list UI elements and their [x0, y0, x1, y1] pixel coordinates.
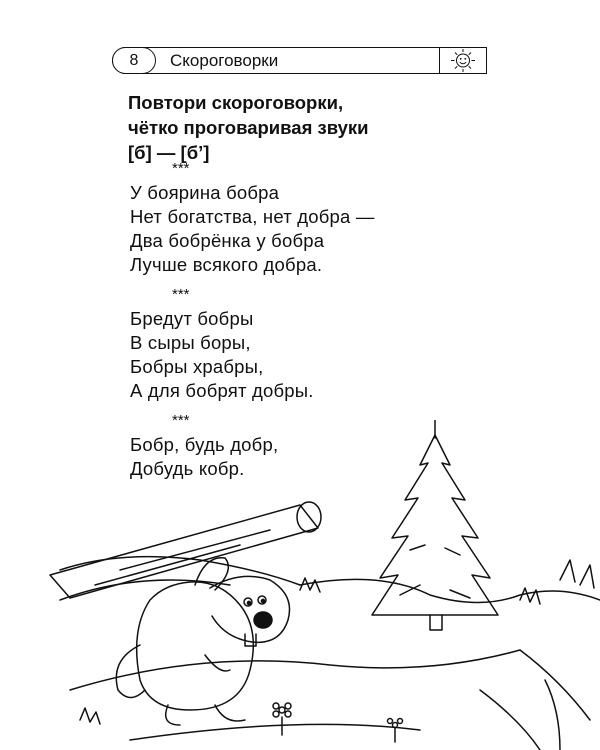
beaver-scene-illustration: [0, 420, 600, 750]
smiling-sun-icon: [439, 47, 487, 74]
poem-separator: ***: [172, 412, 190, 429]
poem-line: Добудь кобр.: [130, 458, 245, 479]
page-number: 8: [112, 47, 156, 74]
spruce-tree-icon: [372, 420, 498, 630]
log-icon: [50, 502, 321, 598]
poem-separator: ***: [172, 160, 190, 177]
poem: [130, 161, 430, 277]
page-header: [112, 47, 487, 74]
page-title: Скороговорки: [170, 51, 279, 70]
poem-line: Бредут бобры: [130, 308, 254, 329]
poem-line: Два бобрёнка у бобра: [130, 230, 325, 251]
grass-icon: [80, 560, 594, 724]
poem-line: Бобры храбры,: [130, 356, 264, 377]
instruction-line: [б] — [б’]: [128, 142, 210, 163]
poem-line: Лучше всякого добра.: [130, 254, 323, 275]
flower-icon: [273, 703, 403, 742]
poem-line: В сыры боры,: [130, 332, 251, 353]
poem-separator: ***: [172, 286, 190, 303]
beaver-icon: [116, 558, 289, 725]
instruction-heading: [128, 90, 428, 165]
instruction-line: чётко проговаривая звуки: [128, 117, 369, 138]
poem: [130, 287, 430, 403]
poem-line: А для бобрят добры.: [130, 380, 314, 401]
poem-line: Бобр, будь добр,: [130, 434, 279, 455]
instruction-line: Повтори скороговорки,: [128, 92, 344, 113]
hills-icon: [60, 557, 600, 750]
poem-line: Нет богатства, нет добра —: [130, 206, 375, 227]
poem-line: У боярина бобра: [130, 182, 280, 203]
